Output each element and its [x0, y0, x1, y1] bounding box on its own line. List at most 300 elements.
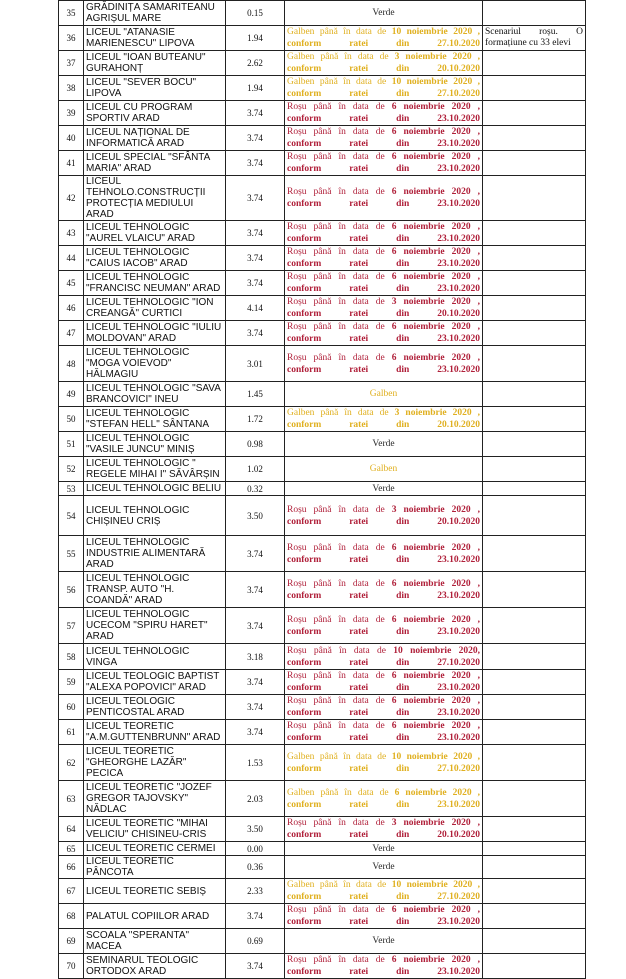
scenario-table — [58, 0, 586, 979]
row-number: 69 — [59, 929, 84, 954]
scenario-basis: conform ratei din 23.10.2020 — [287, 799, 480, 810]
incidence-rate: 0.98 — [226, 432, 285, 457]
scenario-prefix: Roșu până în data de — [287, 187, 392, 197]
scenario-prefix: Roșu până în data de — [287, 696, 392, 706]
scenario-cell — [285, 346, 483, 382]
observation-cell — [483, 817, 586, 842]
table-row — [59, 856, 586, 879]
scenario-prefix: Roșu până în data de — [287, 102, 392, 112]
row-number: 47 — [59, 321, 84, 346]
scenario-label: Galben — [369, 389, 398, 399]
school-name: SEMINARUL TEOLOGIC ORTODOX ARAD — [84, 954, 226, 979]
row-number: 40 — [59, 126, 84, 151]
school-name: LICEUL TEHNOLOGIC UCECOM "SPIRU HARET" ARAD — [84, 608, 226, 644]
observation-cell — [483, 151, 586, 176]
scenario-prefix: Roșu până în data de — [287, 578, 392, 589]
incidence-rate: 3.74 — [226, 954, 285, 979]
school-name: PALATUL COPIILOR ARAD — [84, 904, 226, 929]
table-row — [59, 720, 586, 745]
scenario-prefix: Roșu până în data de — [287, 127, 392, 137]
row-number: 51 — [59, 432, 84, 457]
observation-cell — [483, 101, 586, 126]
school-name: LICEUL TEHNOLOGIC "FRANCISC NEUMAN" ARAD — [84, 271, 226, 296]
observation-cell — [483, 670, 586, 695]
scenario-prefix: Galben până în data de — [287, 408, 395, 418]
scenario-cell — [285, 407, 483, 432]
scenario-date: 6 noiembrie 2020 , — [391, 542, 480, 553]
incidence-rate: 0.69 — [226, 929, 285, 954]
observation-cell: Scenariul roșu. O formațiune cu 33 elevi — [483, 26, 586, 51]
table-row — [59, 817, 586, 842]
scenario-date: 6 noiembrie 2020 , — [391, 222, 480, 232]
observation-cell — [483, 695, 586, 720]
school-name: LICEUL "SEVER BOCU" LIPOVA — [84, 76, 226, 101]
scenario-cell — [285, 76, 483, 101]
observation-cell — [483, 954, 586, 979]
table-row — [59, 407, 586, 432]
scenario-prefix: Roșu până în data de — [287, 542, 392, 553]
observation-cell — [483, 842, 586, 856]
table-row — [59, 457, 586, 482]
row-number: 68 — [59, 904, 84, 929]
incidence-rate: 1.45 — [226, 382, 285, 407]
scenario-prefix: Roșu până în data de — [287, 297, 392, 307]
scenario-basis: conform ratei din 27.10.2020 — [287, 763, 480, 774]
row-number: 52 — [59, 457, 84, 482]
observation-cell — [483, 76, 586, 101]
row-number: 63 — [59, 781, 84, 817]
table-row — [59, 126, 586, 151]
scenario-label: Verde — [372, 843, 395, 854]
row-number: 36 — [59, 26, 84, 51]
scenario-date: 6 noiembrie 2020 , — [391, 187, 480, 197]
school-name: LICEUL TEORETIC "JOZEF GREGOR TAJOVSKY" NĂDLAC — [84, 781, 226, 817]
scenario-cell — [285, 670, 483, 695]
scenario-basis: conform ratei din 27.10.2020 — [287, 657, 480, 668]
observation-cell — [483, 496, 586, 536]
scenario-cell — [285, 856, 483, 879]
school-name: LICEUL NAȚIONAL DE INFORMATICĂ ARAD — [84, 126, 226, 151]
row-number: 64 — [59, 817, 84, 842]
incidence-rate: 0.15 — [226, 1, 285, 26]
incidence-rate: 3.74 — [226, 536, 285, 572]
scenario-date: 3 noiembrie 2020 , — [394, 408, 480, 418]
incidence-rate: 3.50 — [226, 496, 285, 536]
scenario-basis: conform ratei din 20.10.2020 — [287, 309, 480, 319]
scenario-basis: conform ratei din 23.10.2020 — [287, 733, 480, 743]
scenario-cell — [285, 496, 483, 536]
observation-cell — [483, 432, 586, 457]
row-number: 45 — [59, 271, 84, 296]
scenario-basis: conform ratei din 23.10.2020 — [287, 683, 480, 693]
scenario-cell — [285, 432, 483, 457]
incidence-rate: 3.74 — [226, 572, 285, 608]
observation-cell — [483, 51, 586, 76]
school-name: LICEUL TEHNOLOGIC BELIU — [84, 482, 226, 496]
table-row — [59, 221, 586, 246]
school-name: LICEUL TEHNOLO.CONSTRUCȚII PROTECȚIA MEDIULUI ARAD — [84, 176, 226, 221]
table-row — [59, 1, 586, 26]
row-number: 46 — [59, 296, 84, 321]
scenario-cell — [285, 151, 483, 176]
school-name: LICEUL TEORETIC CERMEI — [84, 842, 226, 856]
scenario-date: 3 noiembrie 2020 , — [394, 52, 480, 62]
table-row — [59, 496, 586, 536]
row-number: 66 — [59, 856, 84, 879]
observation-cell — [483, 904, 586, 929]
observation-cell — [483, 781, 586, 817]
scenario-basis: conform ratei din 20.10.2020 — [287, 64, 480, 74]
incidence-rate: 3.01 — [226, 346, 285, 382]
scenario-cell — [285, 817, 483, 842]
table-row — [59, 879, 586, 904]
observation-cell — [483, 608, 586, 644]
scenario-prefix: Roșu până în data de — [287, 352, 392, 363]
incidence-rate: 3.74 — [226, 271, 285, 296]
scenario-table-body — [59, 1, 586, 979]
row-number: 39 — [59, 101, 84, 126]
incidence-rate: 3.50 — [226, 817, 285, 842]
row-number: 35 — [59, 1, 84, 26]
table-row — [59, 536, 586, 572]
scenario-prefix: Roșu până în data de — [287, 152, 392, 162]
row-number: 37 — [59, 51, 84, 76]
school-name: LICEUL TEOLOGIC BAPTIST "ALEXA POPOVICI" ARAD — [84, 670, 226, 695]
scenario-basis: conform ratei din 20.10.2020 — [287, 516, 480, 527]
row-number: 57 — [59, 608, 84, 644]
scenario-prefix: Roșu până în data de — [287, 671, 392, 681]
scenario-date: 6 noiembrie 2020 , — [391, 955, 480, 965]
table-row — [59, 842, 586, 856]
scenario-prefix: Roșu până în data de — [287, 247, 392, 257]
scenario-cell — [285, 904, 483, 929]
row-number: 53 — [59, 482, 84, 496]
school-name: LICEUL TEHNOLOGIC TRANSP. AUTO "H. COANDĂ" ARAD — [84, 572, 226, 608]
scenario-prefix: Roșu până în data de — [287, 955, 392, 965]
table-row — [59, 745, 586, 781]
incidence-rate: 3.74 — [226, 151, 285, 176]
school-name: LICEUL TEHNOLOGIC VINGA — [84, 644, 226, 670]
observation-cell — [483, 644, 586, 670]
scenario-date: 6 noiembrie 2020 , — [391, 721, 480, 731]
scenario-basis: conform ratei din 23.10.2020 — [287, 199, 480, 209]
row-number: 43 — [59, 221, 84, 246]
incidence-rate: 3.74 — [226, 608, 285, 644]
scenario-basis: conform ratei din 27.10.2020 — [287, 39, 480, 49]
scenario-prefix: Roșu până în data de — [287, 818, 392, 828]
scenario-basis: conform ratei din 23.10.2020 — [287, 284, 480, 294]
observation-cell — [483, 482, 586, 496]
incidence-rate: 2.03 — [226, 781, 285, 817]
incidence-rate: 3.74 — [226, 126, 285, 151]
scenario-date: 6 noiembrie 2020 , — [391, 152, 480, 162]
table-row — [59, 271, 586, 296]
school-name: LICEUL TEORETIC "A.M.GUTTENBRUNN" ARAD — [84, 720, 226, 745]
table-row — [59, 432, 586, 457]
scenario-label: Verde — [372, 8, 395, 18]
observation-cell — [483, 879, 586, 904]
school-name: LICEUL TEHNOLOGIC CHIȘINEU CRIȘ — [84, 496, 226, 536]
row-number: 67 — [59, 879, 84, 904]
scenario-cell — [285, 954, 483, 979]
scenario-cell — [285, 879, 483, 904]
scenario-date: 3 noiembrie 2020 , — [391, 504, 480, 515]
school-name: LICEUL "IOAN BUTEANU" GURAHONȚ — [84, 51, 226, 76]
observation-cell — [483, 176, 586, 221]
observation-cell — [483, 407, 586, 432]
observation-cell — [483, 856, 586, 879]
school-name: LICEUL TEORETIC "MIHAI VELICIU" CHISINEU-CRIS — [84, 817, 226, 842]
scenario-date: 10 noiembrie 2020, — [393, 645, 480, 656]
observation-cell — [483, 221, 586, 246]
incidence-rate: 1.94 — [226, 26, 285, 51]
scenario-date: 6 noiembrie 2020 , — [394, 787, 480, 798]
table-row — [59, 954, 586, 979]
scenario-date: 10 noiembrie 2020 , — [391, 77, 480, 87]
scenario-cell — [285, 608, 483, 644]
scenario-date: 6 noiembrie 2020 , — [391, 352, 480, 363]
table-row — [59, 26, 586, 51]
row-number: 42 — [59, 176, 84, 221]
school-name: LICEUL TEHNOLOGIC "STEFAN HELL" SÂNTANA — [84, 407, 226, 432]
scenario-cell — [285, 51, 483, 76]
incidence-rate: 3.74 — [226, 176, 285, 221]
scenario-basis: conform ratei din 23.10.2020 — [287, 626, 480, 637]
incidence-rate: 1.53 — [226, 745, 285, 781]
scenario-basis: conform ratei din 23.10.2020 — [287, 364, 480, 375]
scenario-date: 6 noiembrie 2020 , — [391, 102, 480, 112]
scenario-prefix: Roșu până în data de — [287, 905, 392, 915]
row-number: 49 — [59, 382, 84, 407]
school-name: LICEUL "ATANASIE MARIENESCU" LIPOVA — [84, 26, 226, 51]
scenario-label: Verde — [372, 862, 395, 872]
school-name: LICEUL TEHNOLOGIC "VASILE JUNCU" MINIȘ — [84, 432, 226, 457]
incidence-rate: 3.74 — [226, 695, 285, 720]
scenario-cell — [285, 221, 483, 246]
observation-cell — [483, 536, 586, 572]
scenario-basis: conform ratei din 27.10.2020 — [287, 892, 480, 902]
scenario-prefix: Galben până în data de — [287, 27, 392, 37]
table-row — [59, 151, 586, 176]
school-name: GRĂDINIȚA SAMARITEANU AGRIȘUL MARE — [84, 1, 226, 26]
scenario-label: Verde — [372, 936, 395, 946]
row-number: 56 — [59, 572, 84, 608]
incidence-rate: 3.74 — [226, 221, 285, 246]
scenario-cell — [285, 695, 483, 720]
scenario-basis: conform ratei din 23.10.2020 — [287, 139, 480, 149]
scenario-prefix: Roșu până în data de — [287, 272, 392, 282]
scenario-label: Galben — [369, 464, 398, 474]
scenario-basis: conform ratei din 23.10.2020 — [287, 234, 480, 244]
scenario-basis: conform ratei din 20.10.2020 — [287, 420, 480, 430]
school-name: LICEUL TEHNOLOGIC "MOGA VOIEVOD" HĂLMAGIU — [84, 346, 226, 382]
scenario-cell — [285, 929, 483, 954]
scenario-cell — [285, 101, 483, 126]
table-row — [59, 482, 586, 496]
observation-cell — [483, 126, 586, 151]
observation-cell — [483, 1, 586, 26]
scenario-prefix: Galben până în data de — [287, 787, 395, 798]
scenario-date: 6 noiembrie 2020 , — [391, 322, 480, 332]
table-row — [59, 346, 586, 382]
table-row — [59, 51, 586, 76]
table-row — [59, 670, 586, 695]
scenario-date: 6 noiembrie 2020 , — [391, 272, 480, 282]
row-number: 44 — [59, 246, 84, 271]
scenario-basis: conform ratei din 23.10.2020 — [287, 967, 480, 977]
observation-cell — [483, 745, 586, 781]
observation-cell — [483, 929, 586, 954]
observation-cell — [483, 296, 586, 321]
table-row — [59, 321, 586, 346]
table-row — [59, 644, 586, 670]
observation-cell — [483, 246, 586, 271]
table-row — [59, 76, 586, 101]
incidence-rate: 1.72 — [226, 407, 285, 432]
scenario-prefix: Galben până în data de — [287, 751, 392, 762]
scenario-prefix: Galben până în data de — [287, 77, 392, 87]
observation-cell — [483, 572, 586, 608]
row-number: 62 — [59, 745, 84, 781]
scenario-basis: conform ratei din 23.10.2020 — [287, 164, 480, 174]
row-number: 50 — [59, 407, 84, 432]
table-row — [59, 904, 586, 929]
row-number: 48 — [59, 346, 84, 382]
scenario-date: 6 noiembrie 2020 , — [391, 671, 480, 681]
row-number: 70 — [59, 954, 84, 979]
scenario-prefix: Roșu până în data de — [287, 222, 392, 232]
scenario-basis: conform ratei din 27.10.2020 — [287, 89, 480, 99]
scenario-basis: conform ratei din 23.10.2020 — [287, 114, 480, 124]
scenario-date: 3 noiembrie 2020 , — [391, 297, 480, 307]
table-row — [59, 296, 586, 321]
observation-cell — [483, 720, 586, 745]
scenario-date: 6 noiembrie 2020 , — [391, 127, 480, 137]
school-name: LICEUL TEHNOLOGIC "AUREL VLAICU" ARAD — [84, 221, 226, 246]
incidence-rate: 3.74 — [226, 101, 285, 126]
row-number: 58 — [59, 644, 84, 670]
scenario-cell — [285, 572, 483, 608]
incidence-rate: 2.62 — [226, 51, 285, 76]
school-name: LICEUL TEHNOLOGIC "ION CREANGĂ" CURTICI — [84, 296, 226, 321]
scenario-prefix: Roșu până în data de — [287, 614, 392, 625]
incidence-rate: 3.74 — [226, 246, 285, 271]
scenario-basis: conform ratei din 23.10.2020 — [287, 590, 480, 601]
scenario-cell — [285, 126, 483, 151]
scenario-date: 6 noiembrie 2020 , — [391, 614, 480, 625]
table-row — [59, 781, 586, 817]
school-name: LICEUL TEORETIC "GHEORGHE LAZĂR" PECICA — [84, 745, 226, 781]
table-row — [59, 695, 586, 720]
scenario-cell — [285, 176, 483, 221]
scenario-cell — [285, 246, 483, 271]
incidence-rate: 3.74 — [226, 321, 285, 346]
row-number: 41 — [59, 151, 84, 176]
incidence-rate: 3.74 — [226, 904, 285, 929]
scenario-basis: conform ratei din 23.10.2020 — [287, 708, 480, 718]
row-number: 65 — [59, 842, 84, 856]
scenario-date: 10 noiembrie 2020 , — [391, 27, 480, 37]
scenario-date: 10 noiembrie 2020 , — [391, 751, 480, 762]
observation-cell — [483, 346, 586, 382]
scenario-cell — [285, 457, 483, 482]
school-name: LICEUL TEORETIC PÂNCOTA — [84, 856, 226, 879]
school-name: LICEUL TEHNOLOGIC INDUSTRIE ALIMENTARĂ ARAD — [84, 536, 226, 572]
row-number: 54 — [59, 496, 84, 536]
scenario-cell — [285, 382, 483, 407]
scenario-cell — [285, 482, 483, 496]
scenario-basis: conform ratei din 23.10.2020 — [287, 334, 480, 344]
row-number: 61 — [59, 720, 84, 745]
scenario-prefix: Roșu până în data de — [287, 322, 392, 332]
table-row — [59, 101, 586, 126]
school-name: LICEUL TEHNOLOGIC "IULIU MOLDOVAN" ARAD — [84, 321, 226, 346]
scenario-cell — [285, 271, 483, 296]
observation-cell — [483, 271, 586, 296]
incidence-rate: 4.14 — [226, 296, 285, 321]
observation-cell — [483, 382, 586, 407]
school-name: LICEUL TEHNOLOGIC " REGELE MIHAI I" SĂVÂRȘIN — [84, 457, 226, 482]
scenario-label: Verde — [372, 483, 395, 494]
scenario-basis: conform ratei din 23.10.2020 — [287, 917, 480, 927]
scenario-date: 6 noiembrie 2020 , — [391, 905, 480, 915]
incidence-rate: 1.02 — [226, 457, 285, 482]
scenario-date: 3 noiembrie 2020 , — [391, 818, 480, 828]
incidence-rate: 2.33 — [226, 879, 285, 904]
scenario-date: 10 noiembrie 2020 , — [391, 880, 480, 890]
scenario-cell — [285, 842, 483, 856]
school-name: LICEUL TEHNOLOGIC "SAVA BRANCOVICI" INEU — [84, 382, 226, 407]
row-number: 38 — [59, 76, 84, 101]
observation-cell — [483, 321, 586, 346]
table-row — [59, 176, 586, 221]
scenario-cell — [285, 26, 483, 51]
scenario-basis: conform ratei din 20.10.2020 — [287, 830, 480, 840]
scenario-date: 6 noiembrie 2020 , — [391, 578, 480, 589]
table-row — [59, 608, 586, 644]
incidence-rate: 1.94 — [226, 76, 285, 101]
scenario-cell — [285, 781, 483, 817]
incidence-rate: 0.00 — [226, 842, 285, 856]
incidence-rate: 0.32 — [226, 482, 285, 496]
school-name: LICEUL SPECIAL "SFÂNTA MARIA" ARAD — [84, 151, 226, 176]
scenario-prefix: Roșu până în data de — [287, 504, 392, 515]
school-name: SCOALA "SPERANTA" MACEA — [84, 929, 226, 954]
scenario-cell — [285, 1, 483, 26]
scenario-date: 6 noiembrie 2020 , — [391, 247, 480, 257]
incidence-rate: 0.36 — [226, 856, 285, 879]
table-row — [59, 382, 586, 407]
scenario-prefix: Galben până în data de — [287, 880, 392, 890]
scenario-cell — [285, 644, 483, 670]
incidence-rate: 3.74 — [226, 720, 285, 745]
school-name: LICEUL TEHNOLOGIC "CAIUS IACOB" ARAD — [84, 246, 226, 271]
scenario-cell — [285, 720, 483, 745]
scenario-cell — [285, 296, 483, 321]
row-number: 60 — [59, 695, 84, 720]
table-row — [59, 929, 586, 954]
scenario-basis: conform ratei din 23.10.2020 — [287, 259, 480, 269]
table-row — [59, 572, 586, 608]
observation-cell — [483, 457, 586, 482]
table-row — [59, 246, 586, 271]
scenario-prefix: Roșu până în data de — [287, 645, 394, 656]
scenario-prefix: Roșu până în data de — [287, 721, 392, 731]
scenario-cell — [285, 536, 483, 572]
school-name: LICEUL CU PROGRAM SPORTIV ARAD — [84, 101, 226, 126]
scenario-label: Verde — [372, 439, 395, 449]
row-number: 55 — [59, 536, 84, 572]
